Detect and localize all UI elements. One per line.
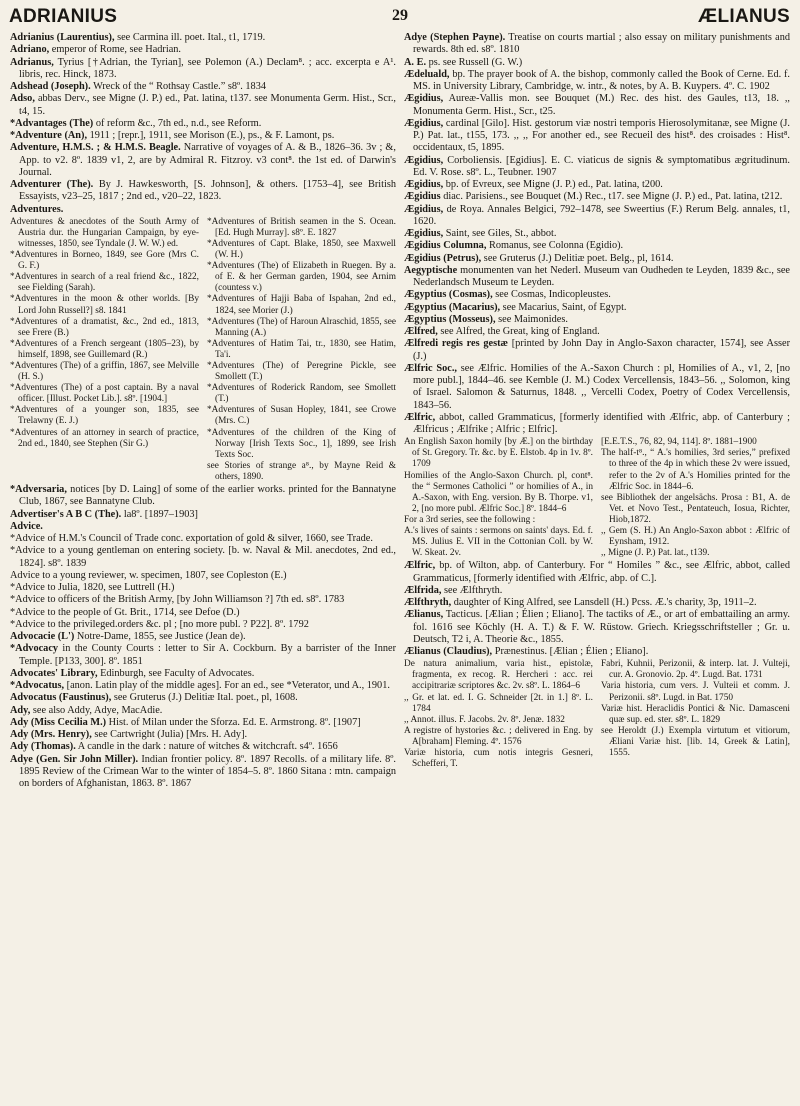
entry-text: la8º. [1897–1903]	[121, 508, 198, 520]
catalog-entry	[10, 692, 396, 704]
entry-text: Wreck of the “ Rothsay Castle.” s8º. 1834	[90, 81, 266, 92]
catalog-entry	[10, 533, 396, 545]
entry-heading: Ægidius,	[404, 179, 444, 190]
sub-entry: De natura animalium, varia hist., epistolæ, fragmenta, ex recog. R. Hercheri : acc. rei accipitrariæ scriptores &c. 2v. s8º. L. 1864–6	[404, 659, 593, 692]
entry-text: daughter of King Alfred, see Lansdell (H.) Pcss. Æ.'s charity, 3p, 1911–2.	[451, 597, 757, 609]
sub-entry: see Stories of strange a⁸., by Mayne Reid & others, 1890.	[207, 460, 396, 482]
catalog-entry	[404, 191, 790, 203]
catalog-entry	[10, 521, 396, 533]
sub-entry: The half-t⁸., “ A.'s homilies, 3rd series,” prefixed to three of the 4p in which these 2v were issued, refer to the 2v of A.'s Homilies printed for the Ælfric Soc. in 1844–6.	[601, 448, 790, 492]
catalog-entry	[10, 570, 396, 582]
catalog-entry	[10, 32, 396, 44]
entry-text: Aureæ-Vallis mon. see Bouquet (M.) Rec. des hist. des Gaules, t13, 18. ,, Monumenta Germ. Hist., Scr., t25.	[413, 93, 790, 117]
entry-text: see Cartwright (Julia) [Mrs. H. Ady].	[91, 729, 248, 740]
entry-heading: Adrianus,	[10, 56, 54, 68]
entry-text: *Advice of H.M.'s Council of Trade conc. exportation of gold & silver, 1660, see Trade.	[10, 533, 373, 544]
entry-text: *Advice to a young gentleman on entering society. [b. w. Naval & Mil. anecdotes, 2nd ed., 1824]. s8º. 1839	[10, 545, 396, 569]
entry-heading: Ælfthryth,	[404, 597, 452, 609]
catalog-entry	[10, 93, 396, 118]
catalog-entry	[404, 302, 790, 314]
entry-text: monumenten van het Nederl. Museum van Oudheden te Leyden, 1839 &c., see Nederlandsch Museum te Leyden.	[413, 264, 790, 288]
catalog-entry	[404, 609, 790, 646]
entry-heading: Advocates' Library,	[10, 667, 98, 679]
catalog-entry	[404, 240, 790, 252]
entry-heading: Ægyptius (Mosseus),	[404, 313, 496, 325]
entry-text: notices [by D. Laing] of some of the earlier works. printed for the Bannatyne Club, 1867, see Bannatyne Club.	[19, 484, 396, 508]
entry-heading: Adrianius (Laurentius),	[10, 32, 115, 43]
entry-heading: Ægidius,	[404, 154, 444, 166]
entry-list	[404, 32, 790, 436]
entry-text: Tyrius [†Adrian, the Tyrian], see Polemon (A.) Declam⁸. ; acc. excerpta e A¹. libris, rec. Hinck, 1873.	[19, 56, 396, 80]
entry-heading: Ægidius,	[404, 117, 444, 129]
sub-entry: see Heroldt (J.) Exempla virtutum et vitiorum, Æliani Variæ hist. [lib. 14, Greek & Latin], 1555.	[601, 725, 790, 759]
catalog-entry	[404, 265, 790, 290]
entry-heading: Advocatus (Faustinus),	[10, 692, 112, 704]
claudius-subcolumns	[404, 659, 790, 770]
entry-heading: Adventure, H.M.S. ; & H.M.S. Beagle.	[10, 142, 181, 154]
catalog-entry	[10, 619, 396, 631]
sub-entry: ,, Gem (S. H.) An Anglo-Saxon abbot : Ælfric of Eynsham, 1912.	[601, 526, 790, 548]
entry-text: see Ælfthryth.	[441, 584, 503, 596]
catalog-entry	[10, 582, 396, 594]
entry-text: Treatise on courts martial ; also essay on military punishments and rewards. 8th ed. s8º. 1810	[413, 32, 790, 56]
entry-heading: Ælfric,	[404, 411, 436, 423]
sub-entry: *Adventures of Hajji Baba of Ispahan, 2nd ed., 1824, see Morier (J.)	[207, 294, 396, 316]
entry-text: of reform &c., 7th ed., n.d., see Reform.	[93, 117, 262, 129]
entry-text: Indian frontier policy. 8º. 1897 Recolls. of a military life. 8º. 1895 Review of the Crimean War to the winter of 1854–5. 8º. 1860 Sitana : mtn. campaign on borders of Afghanistan, 1863. 8º. 1867	[19, 753, 396, 789]
entry-heading: *Adversaria,	[10, 484, 67, 495]
entry-text: diac. Parisiens., see Bouquet (M.) Rec., t17. see Migne (J. P.) ed., Pat. latina, t212.	[440, 191, 783, 203]
sub-entry: [E.E.T.S., 76, 82, 94, 114]. 8º. 1881–1900	[601, 437, 757, 448]
entry-heading: Ady (Thomas).	[10, 741, 76, 753]
sub-entry: *Adventures of a dramatist, &c., 2nd ed., 1813, see Frere (B.)	[10, 316, 199, 338]
entry-heading: Ægidius Columna,	[404, 240, 487, 252]
sub-entry: *Adventures in the moon & other worlds. [By Lord John Russell?] s8. 1841	[10, 294, 199, 316]
entry-heading: Ady (Mrs. Henry),	[10, 729, 92, 740]
entry-text: 1911 ; [repr.], 1911, see Morison (E.), ps., & F. Lamont, ps.	[87, 130, 335, 141]
entry-text: bp. The prayer book of A. the bishop, commonly called the Book of Cerne. Ed. f. MS. in University Library, Cambridge, w. intr., & notes, by A. B. Kuypers. 4º. C. 1902	[413, 68, 790, 92]
page-number: 29	[392, 7, 408, 24]
entry-text: Advice to a young reviewer, w. specimen, 1807, see Copleston (E.)	[10, 569, 287, 581]
entry-text: bp. of Evreux, see Migne (J. P.) ed., Pat. latina, t200.	[443, 179, 663, 190]
catalog-entry	[10, 741, 396, 753]
entry-text: see Carmina ill. poet. Ital., t1, 1719.	[114, 32, 266, 43]
entry-text: *Advice to the people of Gt. Brit., 1714, see Defoe (D.)	[10, 606, 240, 618]
entry-text: Notre-Dame, 1855, see Justice (Jean de).	[74, 631, 246, 642]
catalog-entry	[10, 484, 396, 509]
entry-heading: Ælfric,	[404, 560, 436, 572]
entry-heading: Ægyptius (Macarius),	[404, 301, 501, 313]
sub-entry: For a 3rd series, see the following :	[404, 514, 536, 525]
entry-text: [anon. Latin play of the middle ages]. For an ed., see *Veterator, und A., 1901.	[64, 680, 390, 691]
entry-heading: Ælianus,	[404, 609, 444, 621]
subcolumn-right	[601, 437, 790, 559]
entry-heading: A. E.	[404, 56, 427, 68]
subcolumn-right	[207, 217, 396, 483]
entry-heading: Ælfric Soc.,	[404, 362, 457, 374]
subcolumn-right	[601, 659, 790, 770]
entry-heading: Ægidius,	[404, 93, 444, 105]
catalog-entry	[10, 142, 396, 179]
entry-text: in the County Courts : letter to Sir A. Cockburn. By a barrister of the Inner Temple. [P133, 300]. 8º. 1851	[19, 643, 396, 667]
catalog-entry	[10, 717, 396, 729]
sub-entry: An English Saxon homily [by Æ.] on the birthday of St. Gregory. Tr. &c. by E. Elstob. 4p in 1v. 8º. 1709	[404, 437, 593, 470]
sub-entry: *Adventures of Hatim Tai, tr., 1830, see Hatim, Ta'i.	[207, 338, 396, 360]
catalog-entry	[10, 594, 396, 606]
entry-list	[404, 560, 790, 658]
sub-entry: Variæ hist. Heraclidis Pontici & Nic. Damasceni quæ sup. ed. ster. s8º. L. 1829	[601, 703, 790, 725]
sub-entry: Adventures & anecdotes of the South Army of Austria dur. the Hungarian Campaign, by eye-witnesses, 1850, see Tyndale (J. W. W.) ed.	[10, 216, 199, 249]
entry-heading: Adso,	[10, 93, 35, 105]
entry-list	[10, 484, 396, 790]
sub-entry: *Adventures of a younger son, 1835, see Trelawny (E. J.)	[10, 405, 199, 427]
sub-entry: *Adventures (The) of a post captain. By a naval officer. [Illust. Pocket Lib.]. s8º. [1904.]	[10, 383, 199, 405]
sub-entry: *Adventures of Capt. Blake, 1850, see Maxwell (W. H.)	[207, 238, 396, 261]
subcolumn-left	[10, 217, 199, 483]
subcolumn-left	[404, 659, 593, 770]
entry-text: de Roya. Annales Belgici, 792–1478, see Sweertius (F.) Rerum Belg. annales, t1, 1620.	[413, 203, 790, 227]
catalog-entry	[10, 509, 396, 521]
catalog-entry	[404, 93, 790, 118]
catalog-entry	[10, 729, 396, 741]
sub-entry: ,, Migne (J. P.) Pat. lat., t139.	[601, 548, 710, 559]
sub-entry: ,, Annot. illus. F. Jacobs. 2v. 8º. Jenæ. 1832	[404, 714, 565, 725]
sub-entry: Fabri, Kuhnii, Perizonii, & interp. lat. J. Vulteji, cur. A. Gronovio. 2p. 4º. Lugd. Bat. 1731	[601, 659, 790, 681]
entry-text: ps. see Russell (G. W.)	[426, 56, 523, 68]
catalog-entry	[404, 326, 790, 338]
entry-heading: Advertiser's A B C (The).	[10, 508, 122, 520]
entry-heading: Ælfred,	[404, 326, 438, 337]
left-column	[10, 32, 396, 1100]
catalog-entry	[404, 118, 790, 155]
entry-heading: *Advocatus,	[10, 680, 65, 691]
catalog-entry	[10, 204, 396, 216]
entry-heading: Ælianus (Claudius),	[404, 646, 493, 658]
sub-entry: *Adventures (The) of Peregrine Pickle, see Smollett (T.)	[207, 360, 396, 383]
entry-heading: Ægidius,	[404, 228, 444, 239]
sub-entry: A.'s lives of saints : sermons on saints' days. Ed. f. MS. Julius E. VII in the Cottonian Coll. by W. W. Skeat. 2v.	[404, 526, 593, 559]
running-head-left: ADRIANIUS	[9, 6, 118, 27]
adventures-subcolumns	[10, 217, 396, 483]
catalog-entry	[404, 412, 790, 437]
catalog-entry	[404, 228, 790, 240]
entry-heading: Advocacie (L')	[10, 631, 75, 642]
catalog-entry	[404, 155, 790, 180]
running-head-right: ÆLIANUS	[698, 6, 790, 27]
catalog-entry	[404, 69, 790, 94]
catalog-entry	[10, 631, 396, 643]
entry-text: Saint, see Giles, St., abbot.	[443, 228, 557, 239]
entry-text: A candle in the dark : nature of witches & witchcraft. s4º. 1656	[75, 741, 338, 753]
sub-entry: *Adventures (The) of Haroun Alraschid, 1855, see Manning (A.)	[207, 316, 396, 338]
sub-entry: *Adventures (The) of a griffin, 1867, see Melville (H. S.)	[10, 360, 199, 383]
catalog-entry	[404, 363, 790, 412]
sub-entry: *Adventures of British seamen in the S. Ocean. [Ed. Hugh Murray]. s8º. E. 1827	[207, 216, 396, 238]
sub-entry: *Adventures in search of a real friend &c., 1822, see Fielding (Sarah).	[10, 272, 199, 294]
entry-heading: Adventures.	[10, 203, 64, 215]
entry-list	[10, 32, 396, 216]
right-column	[404, 32, 790, 1100]
catalog-entry	[404, 253, 790, 265]
sub-entry: *Adventures of a French sergeant (1805–23), by himself, 1898, see Guillemard (R.)	[10, 338, 199, 360]
entry-heading: Ægidius,	[404, 203, 444, 215]
sub-entry: *Adventures of an attorney in search of practice, 2nd ed., 1840, see Stephen (Sir G.)	[10, 427, 199, 449]
catalog-entry	[404, 597, 790, 609]
sub-entry: A registre of hystories &c. ; delivered in Eng. by A[braham] Fleming. 4º. 1576	[404, 725, 593, 747]
entry-text: see Maimonides.	[495, 313, 568, 325]
entry-heading: Adventurer (The).	[10, 179, 94, 190]
catalog-entry	[10, 705, 396, 717]
entry-text: *Advice to Julia, 1820, see Luttrell (H.)	[10, 582, 175, 593]
sub-entry: Varia historia, cum vers. J. Vulteii et comm. J. Perizonii. s8º. Lugd. in Bat. 1750	[601, 681, 790, 703]
entry-text: bp. of Wilton, abp. of Canterbury. For “ Homiles ” &c., see Ælfric, abbot, called Grammaticus, [formerly identified with Ælfric, abp. of C.].	[413, 560, 790, 584]
subcolumn-left	[404, 437, 593, 559]
catalog-entry	[10, 545, 396, 570]
catalog-entry	[404, 314, 790, 326]
entry-heading: Adye (Gen. Sir John Miller).	[10, 753, 139, 765]
entry-text: emperor of Rome, see Hadrian.	[49, 44, 182, 56]
entry-text: Tacticus. [Ælian ; Élien ; Eliano]. The tactiks of Æ., or art of embattailing an army. fol. 1616 see Köchly (H. A. T.) & F. W. Rüstow. Griech. Kriegsschriftsteller ; Gr. u. Deutsch, T2 i, A. Theorie &c., 1855.	[413, 609, 790, 645]
catalog-entry	[10, 130, 396, 142]
sub-entry: Variæ historia, cum notis integris Gesneri, Schefferi, T.	[404, 748, 593, 770]
entry-heading: Ælfredi regis res gestæ	[404, 338, 508, 350]
entry-text: abbas Derv., see Migne (J. P.) ed., Pat. latina, t137. see Monumenta Germ. Hist., Scr., t4, 15.	[19, 93, 396, 117]
entry-heading: Ælfrida,	[404, 584, 442, 596]
catalog-entry	[10, 754, 396, 791]
sub-entry: Homilies of the Anglo-Saxon Church. pl, cont⁸. the “ Sermones Catholici ” or homilies of A., in A.-Saxon, with Eng. version. By B. Thorpe. v1, 2, [no more publ. Ælfric Soc.] 8º. 1844–6	[404, 470, 593, 514]
entry-heading: *Advocacy	[10, 643, 59, 655]
entry-heading: Ady (Miss Cecilia M.)	[10, 716, 107, 728]
entry-text: Hist. of Milan under the Sforza. Ed. E. Armstrong. 8º. [1907]	[106, 716, 361, 728]
catalog-entry	[10, 81, 396, 93]
sub-entry: *Adventures in Borneo, 1849, see Gore (Mrs C. G. F.)	[10, 250, 199, 272]
entry-text: see Cosmas, Indicopleustes.	[492, 289, 611, 301]
catalog-entry	[404, 179, 790, 191]
entry-text: Corboliensis. [Egidius]. E. C. viaticus de signis & symptomatibus ægritudinum. Ed. V. Rose. s8º. L., Teubner. 1907	[413, 154, 790, 178]
entry-text: [printed by John Day in Anglo-Saxon character, 1574], see Asser (J.)	[413, 338, 790, 362]
page-header	[0, 0, 800, 26]
entry-text: Prænestinus. [Ælian ; Élien ; Eliano].	[492, 646, 649, 658]
entry-heading: *Adventure (An),	[10, 130, 88, 141]
entry-text: see Gruterus (J.) Delitiæ Ital. poet., pl, 1608.	[111, 692, 298, 704]
entry-heading: Aegyptische	[404, 264, 458, 276]
entry-text: see Ælfric. Homilies of the A.-Saxon Church : pl, Homilies of A., v1, 2, [no more publ.], 1844–46. see Kemble (J. M.) Codex Vercellensis, 1843–56. ,, Solomon, king of Israel. Salomon & Saturnus, 1848. ,, Vercelli Codex, Poetry of Codex Vercellensis, 1843–56.	[413, 362, 790, 411]
entry-heading: Ægyptius (Cosmas),	[404, 289, 493, 301]
entry-text: Romanus, see Colonna (Egidio).	[486, 240, 624, 252]
sub-entry: *Adventures of Roderick Random, see Smollett (T.)	[207, 383, 396, 405]
catalog-entry	[404, 585, 790, 597]
sub-entry: *Adventures (The) of Elizabeth in Ruegen. By a. of E. & her German garden, 1904, see Arnim (countess v.)	[207, 261, 396, 294]
entry-text: *Advice to the privileged.orders &c. pl ; [no more publ. ? P22]. 8º. 1792	[10, 618, 309, 630]
entry-heading: Adshead (Joseph).	[10, 81, 91, 92]
catalog-entry	[404, 338, 790, 363]
sub-entry: ,, Gr. et lat. ed. I. G. Schneider [2t. in 1.] 8º. L. 1784	[404, 692, 593, 714]
entry-heading: Ægidius	[404, 191, 441, 203]
catalog-entry	[404, 560, 790, 585]
sub-entry: *Adventures of the children of the King of Norway [Irish Texts Soc., 1], 1899, see Irish Texts Soc.	[207, 427, 396, 460]
catalog-entry	[404, 32, 790, 57]
catalog-entry	[404, 204, 790, 229]
entry-text: Narrative of voyages of A. & B., 1826–36. 3v ; &, App. to v2. 8º. 1839 v1, 2, are by Admiral R. Fitzroy. v3 cont⁸. the 1st ed. of Darwin's Journal.	[19, 142, 396, 178]
catalog-entry	[10, 607, 396, 619]
catalog-entry	[10, 643, 396, 668]
entry-text: cardinal [Gilo]. Hist. gestorum viæ nostri temporis Hierosolymitanæ, see Migne (J. P.) Pat. lat., t155, 173. ,, ,, For another ed., see Recueil des hist⁸. des croisades : Hist⁸. occidentaux, t5, 1895.	[413, 117, 790, 154]
entry-heading: Ady,	[10, 704, 31, 716]
entry-heading: *Advantages (The)	[10, 117, 94, 129]
entry-heading: Adriano,	[10, 44, 50, 56]
entry-text: Edinburgh, see Faculty of Advocates.	[97, 667, 255, 679]
aelfric-subcolumns	[404, 437, 790, 559]
entry-text: abbot, called Grammaticus, [formerly identified with Ælfric, abp. of Canterbury ; Ælfricus ; Ælfrike ; Alfric ; Elfric].	[413, 411, 790, 435]
entry-text: see Gruterus (J.) Delitiæ poet. Belg., pl, 1614.	[481, 252, 674, 264]
entry-heading: Advice.	[10, 520, 43, 532]
catalog-entry	[10, 668, 396, 680]
entry-text: *Advice to officers of the British Army, [by John Williamson ?] 7th ed. s8º. 1783	[10, 594, 345, 606]
entry-text: see Alfred, the Great, king of England.	[437, 326, 600, 337]
catalog-entry	[10, 680, 396, 692]
catalog-entry	[10, 57, 396, 82]
entry-text: see Macarius, Saint, of Egypt.	[500, 301, 627, 313]
entry-heading: Adye (Stephen Payne).	[404, 32, 506, 43]
entry-text: see also Addy, Adye, MacAdie.	[30, 704, 163, 716]
catalog-entry	[10, 44, 396, 56]
entry-text: By J. Hawkesworth, [S. Johnson], & others. [1753–4], see British Essayists, v23–25, 1817 ; 2nd ed., v20–22, 1823.	[19, 179, 396, 203]
catalog-entry	[10, 179, 396, 204]
entry-heading: Ædeluald,	[404, 68, 450, 80]
entry-heading: Ægidius (Petrus),	[404, 252, 482, 264]
sub-entry: see Bibliothek der angelsächs. Prosa : B1, A. de Vet. et Novo Test., Pentateuch, Iosua, Richter, Hiob,1872.	[601, 492, 790, 525]
catalog-entry	[10, 118, 396, 130]
catalog-entry	[404, 57, 790, 69]
catalog-entry	[404, 646, 790, 658]
sub-entry: *Adventures of Susan Hopley, 1841, see Crowe (Mrs. C.)	[207, 405, 396, 427]
catalog-entry	[404, 289, 790, 301]
